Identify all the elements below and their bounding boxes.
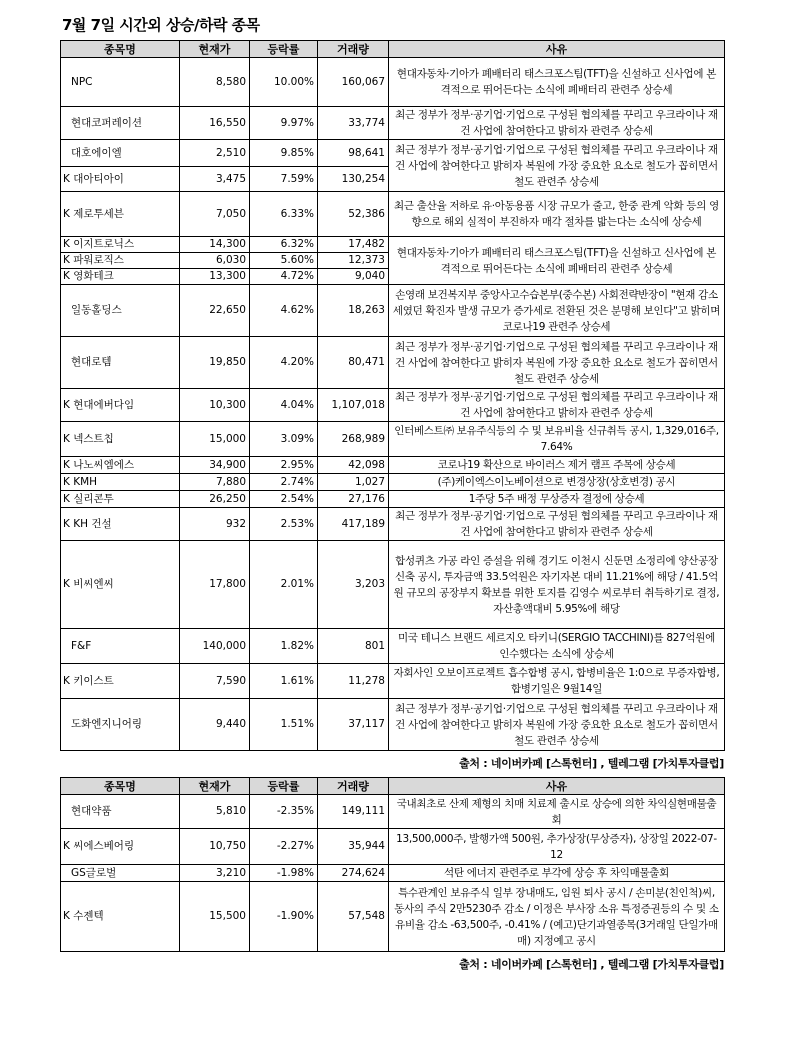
stock-price: 7,880 [180, 474, 250, 491]
stock-change: 9.97% [250, 107, 318, 140]
source-note: 출처 : 네이버카페 [스톡헌터] , 텔레그램 [가치투자클럽] [459, 958, 724, 971]
stock-volume: 33,774 [318, 107, 389, 140]
stock-reason: 국내최초로 산제 제형의 치매 치료제 출시로 상승에 의한 차익실현매물출회 [389, 795, 725, 829]
stock-price: 19,850 [180, 337, 250, 389]
table-row [61, 829, 725, 865]
col-header-reason: 사유 [389, 41, 725, 58]
stock-name: K 넥스트칩 [61, 422, 180, 457]
stock-volume: 57,548 [318, 882, 389, 952]
stock-name: K 수젠텍 [61, 882, 180, 952]
stock-price: 3,210 [180, 865, 250, 882]
stock-change: 4.04% [250, 389, 318, 422]
stock-name: K KH 건설 [61, 508, 180, 541]
stock-price: 8,580 [180, 58, 250, 107]
stock-change: 4.72% [250, 269, 318, 285]
header-row [61, 41, 725, 58]
col-header-change: 등락률 [250, 778, 318, 795]
col-header-volume: 거래량 [318, 778, 389, 795]
table-row [61, 107, 725, 140]
stock-reason: 합성퀴츠 가공 라인 증설을 위해 경기도 이천시 신둔면 소정리에 양산공장 신축 공시, 투자금액 33.5억원은 자기자본 대비 11.21%에 해당 / 41.5억원 규모의 공장부지 확보를 위한 토지를 김영수 씨로부터 취득하기로 결정, 자산총액대비 5.95%에 해당 [389, 541, 725, 629]
source-note: 출처 : 네이버카페 [스톡헌터] , 텔레그램 [가치투자클럽] [459, 757, 724, 770]
stock-volume: 11,278 [318, 664, 389, 699]
col-header-name: 종목명 [61, 41, 180, 58]
table-row [61, 795, 725, 829]
col-header-volume: 거래량 [318, 41, 389, 58]
stock-price: 7,050 [180, 192, 250, 237]
stock-change: 2.54% [250, 491, 318, 508]
stock-name: 현대약품 [61, 795, 180, 829]
stock-volume: 80,471 [318, 337, 389, 389]
table-row [61, 337, 725, 389]
stock-change: 4.62% [250, 285, 318, 337]
stock-price: 22,650 [180, 285, 250, 337]
table-row [61, 491, 725, 508]
stock-change: 2.01% [250, 541, 318, 629]
stock-volume: 3,203 [318, 541, 389, 629]
stock-volume: 9,040 [318, 269, 389, 285]
stock-change: -2.35% [250, 795, 318, 829]
stock-volume: 98,641 [318, 140, 389, 167]
stock-change: 1.61% [250, 664, 318, 699]
stock-reason: 최근 정부가 정부·공기업·기업으로 구성된 협의체를 꾸리고 우크라이나 재건 사업에 참여한다고 밝히자 관련주 상승세 [389, 107, 725, 140]
stock-reason: (주)케이엑스이노베이션으로 변경상장(상호변경) 공시 [389, 474, 725, 491]
stock-reason: 미국 테니스 브랜드 세르지오 타키니(SERGIO TACCHINI)를 827억원에 인수했다는 소식에 상승세 [389, 629, 725, 664]
stock-name: 현대로템 [61, 337, 180, 389]
stock-name: NPC [61, 58, 180, 107]
stock-price: 10,750 [180, 829, 250, 865]
stock-change: 2.53% [250, 508, 318, 541]
stock-volume: 35,944 [318, 829, 389, 865]
stock-price: 932 [180, 508, 250, 541]
stock-reason: 자회사인 오보이프로젝트 흡수합병 공시, 합병비율은 1:0으로 무증자합병, 합병기일은 9월14일 [389, 664, 725, 699]
stock-price: 3,475 [180, 167, 250, 192]
col-header-change: 등락률 [250, 41, 318, 58]
table-row [61, 457, 725, 474]
stock-volume: 42,098 [318, 457, 389, 474]
stock-change: 2.95% [250, 457, 318, 474]
stock-change: -2.27% [250, 829, 318, 865]
stock-volume: 130,254 [318, 167, 389, 192]
stock-volume: 27,176 [318, 491, 389, 508]
stock-reason: 최근 출산율 저하로 유·아동용품 시장 규모가 줄고, 한중 관계 악화 등의 영향으로 해외 실적이 부진하자 매각 절차를 밟는다는 소식에 상승세 [389, 192, 725, 237]
stock-name: 일동홀딩스 [61, 285, 180, 337]
stock-change: -1.90% [250, 882, 318, 952]
table-row [61, 664, 725, 699]
stock-name: K 현대에버다임 [61, 389, 180, 422]
stock-reason: 1주당 5주 배정 무상증자 결정에 상승세 [389, 491, 725, 508]
stock-volume: 274,624 [318, 865, 389, 882]
stock-change: 4.20% [250, 337, 318, 389]
stock-reason: 최근 정부가 정부·공기업·기업으로 구성된 협의체를 꾸리고 우크라이나 재건 사업에 참여한다고 밝히자 복원에 가장 중요한 요소로 철도가 꼽히면서 철도 관련주 상승세 [389, 699, 725, 751]
fall-table [60, 777, 725, 952]
stock-name: 현대코퍼레이션 [61, 107, 180, 140]
stock-reason: 최근 정부가 정부·공기업·기업으로 구성된 협의체를 꾸리고 우크라이나 재건 사업에 참여한다고 밝히자 복원에 가장 중요한 요소로 철도가 꼽히면서 철도 관련주 상승세 [389, 337, 725, 389]
stock-volume: 52,386 [318, 192, 389, 237]
stock-volume: 37,117 [318, 699, 389, 751]
stock-volume: 160,067 [318, 58, 389, 107]
stock-price: 7,590 [180, 664, 250, 699]
stock-name: K 키이스트 [61, 664, 180, 699]
table-row [61, 140, 725, 167]
stock-reason: 특수관계인 보유주식 일부 장내매도, 임원 퇴사 공시 / 손미분(친인척)씨, 동사의 주식 2만5230주 감소 / 이정은 부사장 소유 특정증권등의 수 및 소유비율 감소 -63,500주, -0.41% / (예고)단기과열종목(3거래일 단일가매매) 지정예고 공시 [389, 882, 725, 952]
stock-name: 대호에이엘 [61, 140, 180, 167]
col-header-name: 종목명 [61, 778, 180, 795]
stock-volume: 1,027 [318, 474, 389, 491]
stock-name: K 이지트로닉스 [61, 237, 180, 253]
stock-price: 17,800 [180, 541, 250, 629]
stock-price: 26,250 [180, 491, 250, 508]
table-row [61, 882, 725, 952]
stock-volume: 12,373 [318, 253, 389, 269]
stock-reason: 인터베스트㈜ 보유주식등의 수 및 보유비율 신규취득 공시, 1,329,016주, 7.64% [389, 422, 725, 457]
stock-price: 5,810 [180, 795, 250, 829]
col-header-reason: 사유 [389, 778, 725, 795]
stock-name: K KMH [61, 474, 180, 491]
stock-price: 2,510 [180, 140, 250, 167]
stock-reason: 코로나19 확산으로 바이러스 제거 램프 주목에 상승세 [389, 457, 725, 474]
stock-volume: 417,189 [318, 508, 389, 541]
stock-price: 15,500 [180, 882, 250, 952]
stock-change: 1.82% [250, 629, 318, 664]
stock-reason: 최근 정부가 정부·공기업·기업으로 구성된 협의체를 꾸리고 우크라이나 재건 사업에 참여한다고 밝히자 복원에 가장 중요한 요소로 철도가 꼽히면서 철도 관련주 상승세 [389, 140, 725, 192]
stock-name: K 파워로직스 [61, 253, 180, 269]
stock-price: 9,440 [180, 699, 250, 751]
stock-price: 15,000 [180, 422, 250, 457]
stock-price: 13,300 [180, 269, 250, 285]
stock-reason: 손영래 보건복지부 중앙사고수습본부(중수본) 사회전략반장이 "현재 감소세였던 확진자 발생 규모가 증가세로 전환된 것은 분명해 보인다"고 밝히며 코로나19 관련주 상승세 [389, 285, 725, 337]
stock-change: 2.74% [250, 474, 318, 491]
stock-reason: 최근 정부가 정부·공기업·기업으로 구성된 협의체를 꾸리고 우크라이나 재건 사업에 참여한다고 밝히자 관련주 상승세 [389, 508, 725, 541]
stock-volume: 1,107,018 [318, 389, 389, 422]
stock-price: 34,900 [180, 457, 250, 474]
stock-volume: 268,989 [318, 422, 389, 457]
stock-change: 5.60% [250, 253, 318, 269]
table-row [61, 629, 725, 664]
stock-change: -1.98% [250, 865, 318, 882]
stock-name: K 나노씨엠에스 [61, 457, 180, 474]
stock-name: 도화엔지니어링 [61, 699, 180, 751]
stock-price: 10,300 [180, 389, 250, 422]
table-row [61, 237, 725, 253]
stock-name: K 비씨엔씨 [61, 541, 180, 629]
stock-reason: 현대자동차·기아가 폐배터리 태스크포스팀(TFT)을 신설하고 신사업에 본격적으로 뛰어든다는 소식에 폐배터리 관련주 상승세 [389, 58, 725, 107]
col-header-price: 현재가 [180, 41, 250, 58]
stock-reason: 석탄 에너지 관련주로 부각에 상승 후 차익매물출회 [389, 865, 725, 882]
stock-price: 16,550 [180, 107, 250, 140]
table-row [61, 58, 725, 107]
stock-price: 6,030 [180, 253, 250, 269]
stock-volume: 801 [318, 629, 389, 664]
stock-reason: 현대자동차·기아가 폐배터리 태스크포스팀(TFT)을 신설하고 신사업에 본격적으로 뛰어든다는 소식에 폐배터리 관련주 상승세 [389, 237, 725, 285]
table-row [61, 541, 725, 629]
stock-volume: 17,482 [318, 237, 389, 253]
table-row [61, 865, 725, 882]
stock-name: K 제로투세븐 [61, 192, 180, 237]
table-row [61, 508, 725, 541]
stock-change: 6.33% [250, 192, 318, 237]
rise-table [60, 40, 725, 751]
stock-reason: 13,500,000주, 발행가액 500원, 추가상장(무상증자), 상장일 2022-07-12 [389, 829, 725, 865]
table-row [61, 474, 725, 491]
stock-reason: 최근 정부가 정부·공기업·기업으로 구성된 협의체를 꾸리고 우크라이나 재건 사업에 참여한다고 밝히자 관련주 상승세 [389, 389, 725, 422]
stock-name: GS글로벌 [61, 865, 180, 882]
stock-name: K 씨에스베어링 [61, 829, 180, 865]
stock-change: 3.09% [250, 422, 318, 457]
table-row [61, 422, 725, 457]
table-row [61, 285, 725, 337]
stock-volume: 18,263 [318, 285, 389, 337]
table-row [61, 192, 725, 237]
page-title: 7월 7일 시간외 상승/하락 종목 [62, 16, 260, 34]
stock-volume: 149,111 [318, 795, 389, 829]
stock-price: 14,300 [180, 237, 250, 253]
stock-name: F&F [61, 629, 180, 664]
table-row [61, 389, 725, 422]
stock-change: 7.59% [250, 167, 318, 192]
stock-change: 10.00% [250, 58, 318, 107]
stock-price: 140,000 [180, 629, 250, 664]
stock-name: K 영화테크 [61, 269, 180, 285]
stock-change: 6.32% [250, 237, 318, 253]
stock-change: 1.51% [250, 699, 318, 751]
header-row [61, 778, 725, 795]
stock-change: 9.85% [250, 140, 318, 167]
col-header-price: 현재가 [180, 778, 250, 795]
stock-name: K 실리콘투 [61, 491, 180, 508]
stock-name: K 대아티아이 [61, 167, 180, 192]
table-row [61, 699, 725, 751]
